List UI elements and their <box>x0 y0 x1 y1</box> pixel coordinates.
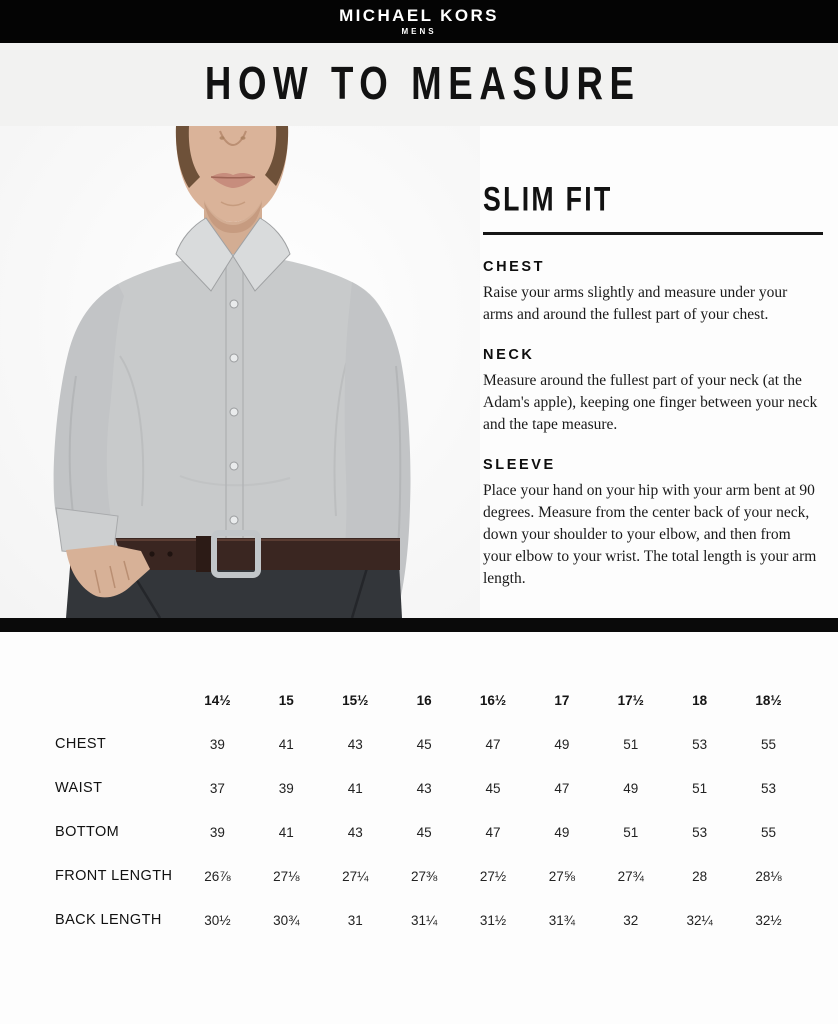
size-value: 43 <box>347 824 363 840</box>
size-column-header: 15½ <box>342 692 369 708</box>
size-value: 51 <box>623 824 639 840</box>
size-value: 51 <box>623 736 639 752</box>
row-label: BOTTOM <box>55 824 120 840</box>
size-value: 41 <box>278 736 294 752</box>
size-value: 39 <box>209 736 225 752</box>
size-value: 39 <box>278 780 294 796</box>
size-value: 31½ <box>479 912 507 928</box>
measure-instructions <box>483 181 823 611</box>
row-label: FRONT LENGTH <box>55 868 173 884</box>
size-value: 47 <box>554 780 570 796</box>
size-value: 49 <box>554 736 570 752</box>
model-illustration <box>0 126 480 618</box>
size-value: 32 <box>623 912 639 928</box>
size-value: 45 <box>485 780 501 796</box>
size-value: 28 <box>692 868 708 884</box>
size-column-header: 15 <box>278 692 294 708</box>
size-value: 55 <box>761 824 777 840</box>
size-value: 27¾ <box>617 868 644 884</box>
size-value: 32½ <box>755 912 782 928</box>
row-label: CHEST <box>55 736 107 752</box>
size-value: 49 <box>623 780 639 796</box>
size-value: 27¼ <box>342 868 369 884</box>
fit-title: SLIM FIT <box>483 181 613 219</box>
row-label: WAIST <box>55 780 103 796</box>
size-value: 51 <box>692 780 708 796</box>
size-value: 49 <box>554 824 570 840</box>
brand-logo: MICHAEL KORS <box>339 6 499 25</box>
instruction-heading: CHEST <box>483 259 546 275</box>
size-value: 31¼ <box>410 912 438 928</box>
size-value: 30¾ <box>273 912 300 928</box>
size-value: 32¼ <box>686 912 713 928</box>
instruction-heading: SLEEVE <box>483 457 556 473</box>
size-value: 47 <box>485 736 501 752</box>
size-value: 45 <box>416 736 432 752</box>
size-value: 43 <box>347 736 363 752</box>
size-value: 53 <box>692 824 708 840</box>
size-column-header: 18 <box>692 692 708 708</box>
instruction-chest <box>483 259 823 326</box>
size-table-section <box>0 632 838 1024</box>
section-divider <box>0 618 838 632</box>
table-corner <box>55 678 183 722</box>
size-column-header: 14½ <box>204 692 231 708</box>
size-column-header: 17½ <box>617 692 644 708</box>
instruction-body: Measure around the fullest part of your neck (at the Adam's apple), keeping one finger between your neck and the tape measure. <box>483 372 818 433</box>
size-value: 47 <box>485 824 501 840</box>
size-value: 30½ <box>204 912 231 928</box>
size-value: 27⅛ <box>273 868 300 884</box>
size-value: 27⅜ <box>410 868 438 884</box>
size-column-header: 16½ <box>479 692 507 708</box>
size-value: 41 <box>278 824 294 840</box>
size-value: 41 <box>347 780 363 796</box>
brand-division-label: MENS <box>401 27 437 36</box>
size-value: 43 <box>416 780 432 796</box>
instruction-sleeve <box>483 457 823 590</box>
size-value: 55 <box>761 736 777 752</box>
brand-bar <box>0 0 838 43</box>
instruction-neck <box>483 347 823 436</box>
size-value: 53 <box>692 736 708 752</box>
row-label: BACK LENGTH <box>55 912 162 928</box>
size-value: 45 <box>416 824 432 840</box>
size-column-header: 18½ <box>755 692 782 708</box>
size-table <box>55 678 803 942</box>
instruction-body: Place your hand on your hip with your arm bent at 90 degrees. Measure from the center back of your neck, down your shoulder to your elbow, and then from your elbow to your wrist. The total length is your arm length. <box>483 482 817 587</box>
model-photo <box>0 126 480 618</box>
size-value: 26⅞ <box>204 868 231 884</box>
size-value: 27½ <box>479 868 507 884</box>
title-band <box>0 43 838 126</box>
instruction-body: Raise your arms slightly and measure under your arms and around the fullest part of your chest. <box>483 284 788 323</box>
size-value: 27⅝ <box>548 868 576 884</box>
size-value: 37 <box>209 780 225 796</box>
size-value: 28⅛ <box>755 868 782 884</box>
instruction-heading: NECK <box>483 347 535 363</box>
size-value: 31 <box>347 912 363 928</box>
size-value: 53 <box>761 780 777 796</box>
size-column-header: 17 <box>554 692 570 708</box>
size-value: 39 <box>209 824 225 840</box>
size-column-header: 16 <box>416 692 432 708</box>
size-value: 31¾ <box>548 912 576 928</box>
page-title: HOW TO MEASURE <box>204 58 641 110</box>
fit-title-rule <box>483 232 823 235</box>
